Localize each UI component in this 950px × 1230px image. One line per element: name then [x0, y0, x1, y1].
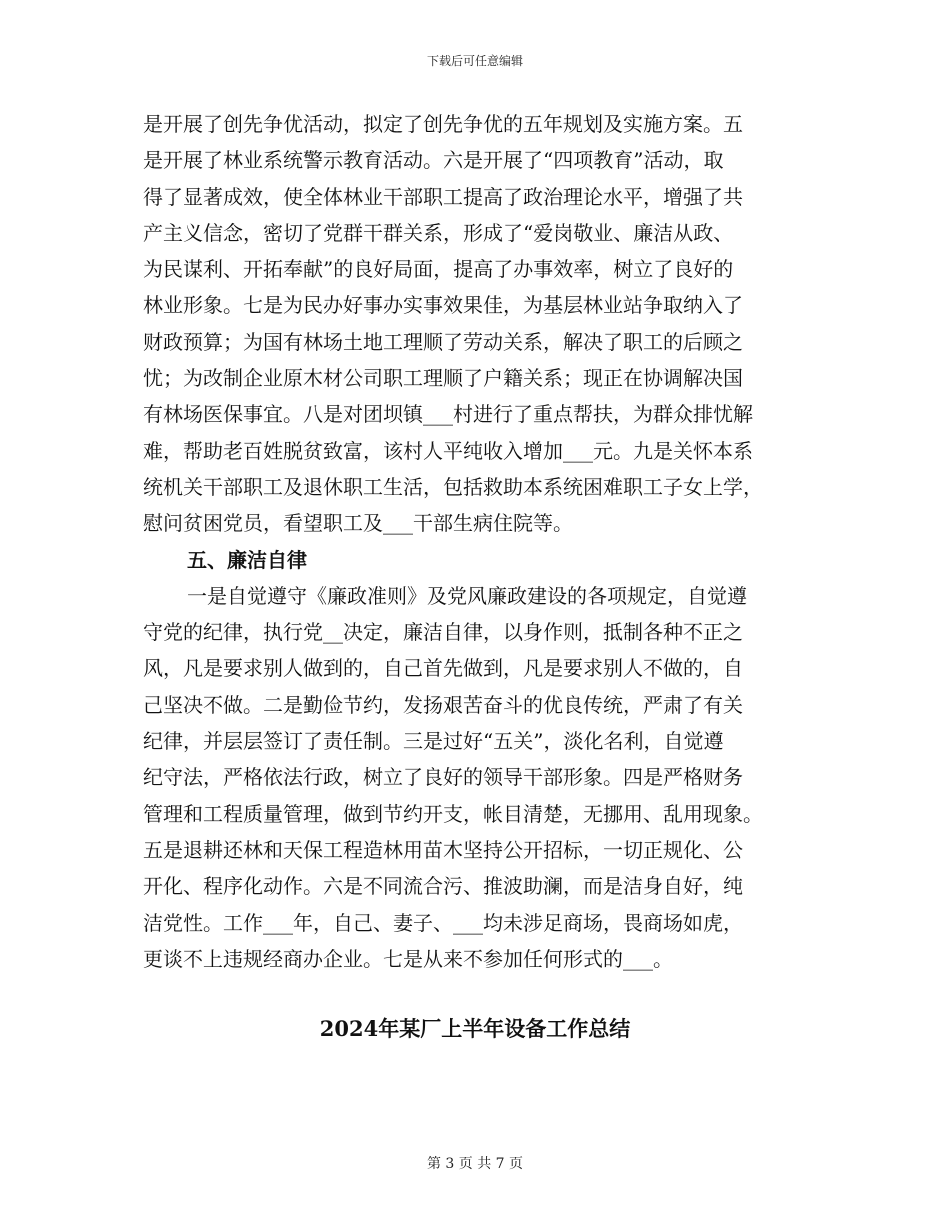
body-line: 忧；为改制企业原木材公司职工理顺了户籍关系；现正在协调解决国	[143, 366, 743, 391]
body-line: 为民谋利、开拓奉献”的良好局面，提高了办事效率，树立了良好的	[143, 257, 734, 282]
body-line: 己坚决不做。二是勤俭节约，发扬艰苦奋斗的优良传统，严肃了有关	[143, 692, 743, 717]
body-line: 财政预算；为国有林场土地工理顺了劳动关系，解决了职工的后顾之	[143, 329, 743, 354]
section-heading: 五、廉洁自律	[187, 547, 307, 572]
body-line: 统机关干部职工及退休职工生活，包括救助本系统困难职工子女上学，	[143, 474, 763, 499]
body-line: 更谈不上违规经商办企业。七是从来不参加任何形式的___。	[143, 946, 673, 971]
body-line: 风，凡是要求别人做到的，自己首先做到，凡是要求别人不做的，自	[143, 656, 743, 681]
body-line: 五是退耕还林和天保工程造林用苗木坚持公开招标，一切正规化、公	[143, 837, 743, 862]
body-line: 得了显著成效，使全体林业干部职工提高了政治理论水平，增强了共	[143, 184, 743, 209]
body-line: 开化、程序化动作。六是不同流合污、推波助澜，而是洁身自好，纯	[143, 874, 743, 899]
body-line: 洁党性。工作___年，自己、妻子、___均未涉足商场，畏商场如虎，	[143, 910, 743, 935]
body-line: 有林场医保事宜。八是对团坝镇___村进行了重点帮扶，为群众排忧解	[143, 402, 753, 427]
body-line: 管理和工程质量管理，做到节约开支，帐目清楚，无挪用、乱用现象。	[143, 801, 763, 826]
body-line: 纪律，并层层签订了责任制。三是过好“五关”，淡化名利，自觉遵	[143, 729, 724, 754]
body-line: 难，帮助老百姓脱贫致富，该村人平纯收入增加___元。九是关怀本系	[143, 438, 753, 463]
page-footer: 第 3 页 共 7 页	[426, 1156, 524, 1172]
body-line: 产主义信念，密切了党群干群关系，形成了“爱岗敬业、廉洁从政、	[143, 220, 734, 245]
body-line: 守党的纪律，执行党__决定，廉洁自律，以身作则，抵制各种不正之	[143, 620, 743, 645]
body-line: 是开展了创先争优活动，拟定了创先争优的五年规划及实施方案。五	[143, 112, 743, 136]
page-header: 下载后可任意编辑	[426, 54, 523, 68]
document-body	[143, 106, 815, 977]
document-title: 2024年某厂上半年设备工作总结	[319, 1016, 631, 1041]
paragraph-first-line: 一是自觉遵守《廉政准则》及党风廉政建设的各项规定，自觉遵	[187, 583, 747, 608]
body-line: 林业形象。七是为民办好事办实事效果佳，为基层林业站争取纳入了	[143, 293, 743, 318]
body-line: 纪守法，严格依法行政，树立了良好的领导干部形象。四是严格财务	[143, 765, 743, 790]
body-line: 慰问贫困党员，看望职工及___干部生病住院等。	[143, 511, 573, 536]
body-line: 是开展了林业系统警示教育活动。六是开展了“四项教育”活动，取	[143, 148, 724, 173]
